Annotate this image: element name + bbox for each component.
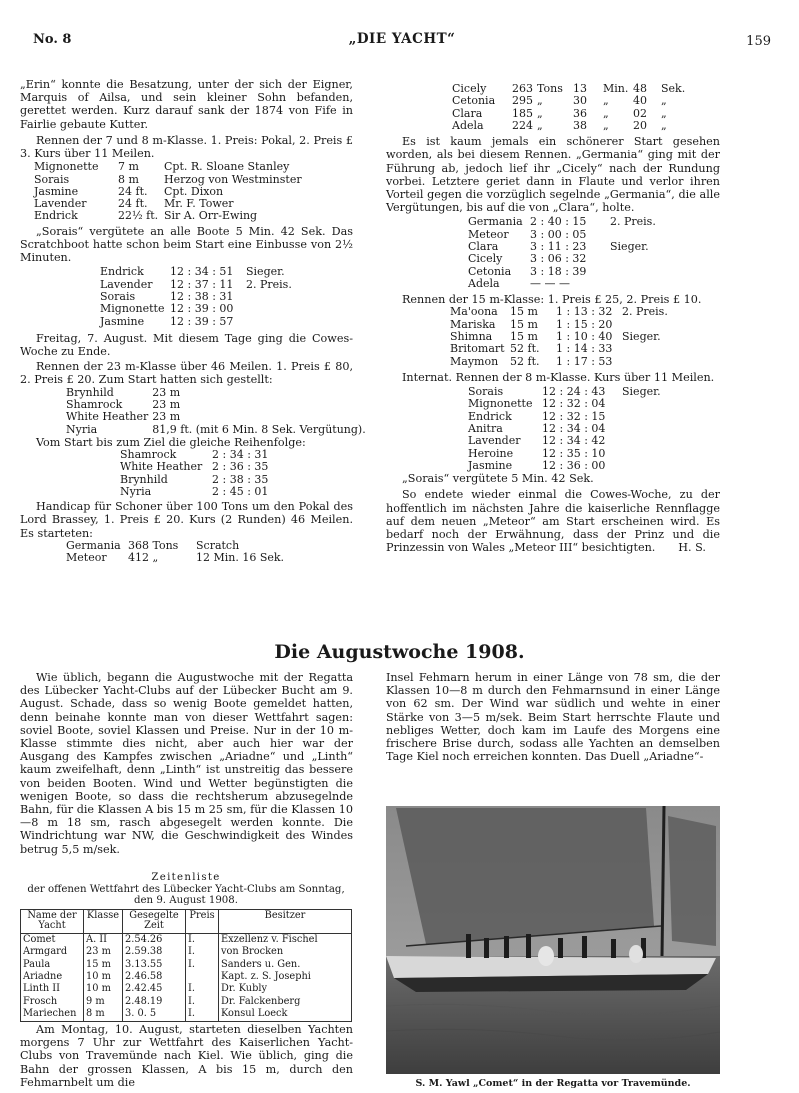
table-row — [21, 983, 352, 995]
table-cell: Min. — [603, 82, 629, 95]
table-row — [450, 356, 672, 368]
col-header-class: Klasse — [84, 910, 123, 934]
table-cell: I. — [186, 933, 219, 946]
table-cell: Mariechen — [21, 1008, 84, 1021]
table-cell: Tons — [537, 82, 563, 95]
table-row — [21, 946, 352, 958]
col-header-owner: Besitzer — [219, 910, 352, 934]
table-cell: Dr. Kubly — [219, 983, 352, 995]
table-cell: Sieger. — [622, 385, 661, 399]
table-cell: 23 m — [152, 410, 181, 424]
table-cell: 30 — [573, 94, 587, 108]
table-cell: Comet — [21, 933, 84, 946]
table-cell: 1 : 17 : 53 — [556, 354, 613, 368]
sorais-note-2: „Sorais“ vergütete 5 Min. 42 Sek. — [402, 472, 594, 486]
table-row — [120, 461, 272, 473]
erin-paragraph: „Erin“ konnte die Besatzung, unter der sich der Eigner, Marquis of Ailsa, und sein kleiner Sohn befanden, gerettet werden. Kurz darauf sank der 1874 von Fife in Fairlie gebaute Kutter. — [20, 78, 353, 131]
table-cell: 12 : 36 : 00 — [542, 458, 606, 472]
zeitenliste-heading: Zeitenliste — [151, 872, 221, 883]
table-cell — [622, 343, 672, 355]
table-cell: 1 : 14 : 33 — [556, 342, 613, 356]
table-cell: „ — [537, 118, 543, 132]
table-cell: White Heather — [120, 460, 203, 474]
table-cell: „ — [537, 94, 543, 108]
table-cell: Herzog von Westminster — [164, 172, 302, 186]
left-top-column — [20, 78, 366, 565]
table-cell: 22½ ft. — [118, 209, 159, 223]
table-cell: von Brocken — [219, 946, 352, 958]
table-cell: 12 : 34 : 51 — [170, 265, 234, 279]
table-cell — [622, 398, 665, 410]
table-cell: Sorais — [100, 289, 136, 303]
table-cell: Brynhild — [120, 472, 168, 486]
table-cell: Maymon — [450, 354, 499, 368]
zeitenliste-subtitle-2: den 9. August 1908. — [133, 895, 239, 907]
table-cell: — — — — [530, 276, 570, 290]
table-cell: Scratch — [196, 538, 240, 552]
table-cell — [622, 411, 665, 423]
journal-title: „DIE YACHT“ — [348, 31, 456, 47]
table-cell: 3. 0. 5 — [123, 1008, 186, 1021]
table-cell: 412 „ — [128, 551, 159, 565]
table-cell: Clara — [452, 106, 483, 120]
table-cell: Endrick — [34, 209, 78, 223]
yacht-illustration — [386, 806, 720, 1074]
results-table — [20, 909, 352, 1022]
table-cell: Shimna — [450, 329, 493, 343]
table-cell: Sieger. — [622, 329, 661, 343]
table-cell: 2 : 34 : 31 — [212, 448, 269, 461]
table-cell: Jasmine — [34, 184, 79, 198]
table-row — [468, 398, 665, 410]
table-row — [21, 971, 352, 983]
table-cell: 8 m — [84, 1008, 123, 1021]
table-row — [452, 108, 689, 120]
article-left-column — [20, 671, 353, 856]
article-title: Die Augustwoche 1908. — [274, 641, 525, 663]
table-row — [21, 959, 352, 971]
table-row — [452, 95, 689, 107]
table-cell — [622, 435, 665, 447]
col-header-name: Name der Yacht — [21, 910, 84, 934]
article-left-column-2 — [20, 1023, 353, 1089]
table-cell: „ — [603, 94, 609, 108]
table-cell — [622, 356, 672, 368]
results-schoner-table — [468, 216, 660, 290]
table-row — [21, 1008, 352, 1021]
table-row — [66, 552, 288, 564]
table-cell: 3 : 06 : 32 — [530, 252, 587, 266]
table-cell: 185 — [512, 106, 533, 120]
table-cell: 52 ft. — [510, 354, 540, 368]
table-cell: Adela — [452, 118, 484, 132]
signature: H. S. — [678, 541, 706, 555]
col-header-prize: Preis — [186, 910, 219, 934]
table-cell: 1 : 10 : 40 — [556, 329, 613, 343]
table-cell: 368 Tons — [128, 538, 179, 552]
table-cell — [246, 291, 296, 303]
table-cell: Cpt. R. Sloane Stanley — [164, 160, 290, 174]
table-cell: 7 m — [118, 160, 139, 174]
table-cell: Lavender — [100, 277, 153, 291]
table-cell: Exzellenz v. Fischel — [219, 933, 352, 946]
table-cell: 15 m — [510, 317, 538, 331]
table-cell: Endrick — [100, 265, 144, 279]
photo-caption: S. M. Yawl „Comet“ in der Regatta vor Travemünde. — [415, 1078, 691, 1089]
table-cell: 52 ft. — [510, 342, 540, 356]
table-cell: 12 : 34 : 42 — [542, 434, 606, 448]
table-cell: 2. Preis. — [610, 215, 656, 229]
entries-schoner-table — [66, 540, 288, 565]
table-cell: 1 : 15 : 20 — [556, 317, 613, 331]
table-cell: Shamrock — [120, 448, 177, 461]
table-cell: Clara — [468, 240, 499, 253]
table-row — [66, 424, 370, 436]
order-note: Vom Start bis zum Ziel die gleiche Reihenfolge: — [36, 435, 306, 449]
table-cell: Sir A. Orr-Ewing — [164, 209, 258, 223]
results-23-table — [120, 449, 272, 498]
table-cell: 12 : 39 : 00 — [170, 302, 234, 316]
table-cell: Cicely — [468, 252, 503, 266]
right-top-column — [386, 83, 720, 555]
table-cell — [246, 303, 296, 315]
table-cell: 3 : 18 : 39 — [530, 264, 587, 278]
table-cell: Shamrock — [66, 397, 123, 411]
table-cell — [186, 971, 219, 983]
table-cell: 12 : 37 : 11 — [170, 277, 234, 291]
table-cell: 3.13.55 — [123, 959, 186, 971]
table-cell: 15 m — [510, 305, 538, 319]
table-cell: 2 : 36 : 35 — [212, 460, 269, 474]
table-cell: I. — [186, 996, 219, 1008]
table-cell: „ — [661, 94, 667, 108]
table-cell: Sieger. — [610, 240, 649, 253]
zeitenliste-subtitle-1: der offenen Wettfahrt des Lübecker Yacht-Clubs am Sonntag, — [27, 883, 345, 895]
table-cell: Heroine — [468, 446, 514, 460]
table-cell: 23 m — [84, 946, 123, 958]
table-cell: Anitra — [468, 421, 503, 435]
table-cell: 2 : 40 : 15 — [530, 215, 587, 229]
table-cell: „ — [603, 106, 609, 120]
table-cell: Sanders u. Gen. — [219, 959, 352, 971]
zeitenliste-title — [20, 872, 352, 907]
table-cell: Mr. F. Tower — [164, 197, 234, 211]
table-cell: Sorais — [34, 172, 70, 186]
table-cell: 2.54.26 — [123, 933, 186, 946]
friday-paragraph: Freitag, 7. August. Mit diesem Tage ging die Cowes-Woche zu Ende. — [20, 331, 353, 358]
table-cell: 12 : 32 : 15 — [542, 409, 606, 423]
table-cell: Ariadne — [21, 971, 84, 983]
table-cell: 295 — [512, 94, 533, 108]
table-cell: Sieger. — [246, 265, 285, 279]
table-row — [34, 174, 306, 186]
table-cell: 12 : 34 : 04 — [542, 421, 606, 435]
results-7-8-table — [100, 266, 296, 327]
table-cell: 2. Preis. — [622, 305, 668, 319]
table-cell: Paula — [21, 959, 84, 971]
table-cell: Kapt. z. S. Josephi — [219, 971, 352, 983]
table-row — [468, 435, 665, 447]
table-cell: Ma'oona — [450, 305, 498, 319]
table-cell: Mignonette — [100, 302, 165, 316]
page-number: 159 — [746, 34, 771, 49]
table-row — [34, 161, 306, 173]
table-cell: 12 : 35 : 10 — [542, 446, 606, 460]
table-cell: Cicely — [452, 82, 487, 95]
table-cell: Jasmine — [100, 314, 145, 328]
table-row — [120, 486, 272, 498]
table-cell: 24 ft. — [118, 197, 148, 211]
table-cell: Meteor — [66, 551, 107, 565]
table-cell: Brynhild — [66, 385, 114, 399]
table-cell: 12 Min. 16 Sek. — [196, 551, 285, 565]
yacht-photo — [386, 806, 720, 1074]
table-cell: 12 : 38 : 31 — [170, 289, 234, 303]
issue-number: No. 8 — [33, 32, 72, 47]
table-cell: 2 : 45 : 01 — [212, 484, 269, 498]
article-paragraph-2: Am Montag, 10. August, starteten dieselben Yachten morgens 7 Uhr zur Wettfahrt des Kaiserlichen Yacht-Clubs von Travemünde nach Kiel. Wie üblich, ging die Bahn der grossen Klassen, A bis 15 m, durch den Fehmarnbelt um die — [20, 1023, 353, 1089]
table-cell: 10 m — [84, 971, 123, 983]
race-15-heading: Rennen der 15 m-Klasse: 1. Preis £ 25, 2. Preis £ 10. — [402, 293, 702, 307]
table-row — [468, 216, 660, 228]
table-cell: 3 : 00 : 05 — [530, 227, 587, 241]
table-cell: 12 : 39 : 57 — [170, 314, 234, 328]
table-cell: Sorais — [468, 385, 504, 399]
table-cell: Germania — [468, 215, 523, 229]
table-cell: I. — [186, 946, 219, 958]
table-cell: I. — [186, 959, 219, 971]
table-cell: Nyria — [66, 422, 98, 436]
table-cell — [610, 266, 660, 278]
table-cell: 2.59.38 — [123, 946, 186, 958]
table-row — [34, 210, 306, 222]
table-cell: 38 — [573, 118, 587, 132]
table-cell — [622, 423, 665, 435]
entries-7-8-table — [34, 161, 306, 222]
table-row — [100, 316, 296, 328]
table-cell — [622, 448, 665, 460]
table-cell: Mignonette — [468, 397, 533, 411]
table-cell: Meteor — [468, 227, 509, 241]
race-7-8-heading: Rennen der 7 und 8 m-Klasse. 1. Preis: Pokal, 2. Preis £ 3. Kurs über 11 Meilen. — [20, 133, 353, 161]
table-cell: 2. Preis. — [246, 277, 292, 291]
article-paragraph-1: Wie üblich, begann die Augustwoche mit der Regatta des Lübecker Yacht-Clubs auf der Lübecker Bucht am 9. August. Schade, dass so wenig Boote gemeldet hatten, denn beinahe konnte man von dieser Wettfahrt sagen: soviel Boote, soviel Klassen und Preise. Nur in der 10 m-Klasse stimmte dies nicht, aber auch hier war der Ausgang des Kampfes zwischen „Ariadne“ und „Linth“ kaum zweifelhaft, denn „Linth“ ist unstreitig das bessere von beiden Booten. Wind und Wetter begünstigten die wenigen Boote, so dass die rechtsherum abzusegelnde Bahn, für die Klassen A bis 15 m 25 sm, für die Klassen 10—8 m 18 sm, rasch abgesegelt werden konnte. Die Windrichtung war NW, die Geschwindigkeit des Windes betrug 5,5 m/sek. — [20, 671, 353, 856]
table-cell: Konsul Loeck — [219, 1008, 352, 1021]
table-cell: Endrick — [468, 409, 512, 423]
table-cell: 36 — [573, 106, 587, 120]
table-cell: I. — [186, 1008, 219, 1021]
article-paragraph-3: Insel Fehmarn herum in einer Länge von 78 sm, die der Klassen 10—8 m durch den Fehmarnsund in einer Länge von 62 sm. Der Wind war südlich und wehte in einer Stärke von 3—5 m/sek. Beim Start herrschte Flaute und nebliges Wetter, doch kam im Laufe des Morgens eine frischere Brise durch, sodass alle Yachten an demselben Tage Kiel noch erreichen konnten. Das Duell „Ariadne“- — [386, 671, 720, 764]
table-cell: 2.42.45 — [123, 983, 186, 995]
table-row — [450, 306, 672, 318]
tons-table — [452, 83, 689, 132]
table-cell: 9 m — [84, 996, 123, 1008]
table-cell: 23 m — [152, 385, 181, 399]
table-cell: Adela — [468, 276, 500, 290]
table-cell: 12 : 32 : 04 — [542, 397, 606, 411]
table-cell: 12 : 24 : 43 — [542, 385, 606, 399]
race-23-heading: Rennen der 23 m-Klasse über 46 Meilen. 1. Preis £ 80, 2. Preis £ 20. Zum Start hatten sich gestellt: — [20, 360, 353, 387]
table-row — [66, 411, 370, 423]
table-row — [468, 253, 660, 265]
results-15-table — [450, 306, 672, 367]
table-row — [21, 996, 352, 1008]
table-cell: 40 — [633, 94, 647, 108]
table-cell: White Heather — [66, 410, 149, 424]
table-cell: Mariska — [450, 317, 496, 331]
table-cell: Frosch — [21, 996, 84, 1008]
table-cell: I. — [186, 983, 219, 995]
table-cell: Nyria — [120, 484, 152, 498]
sorais-note: „Sorais“ vergütete an alle Boote 5 Min. 42 Sek. Das Scratchboot hatte schon beim Start eine Einbusse von 2½ Minuten. — [20, 224, 353, 265]
table-cell: Dr. Falckenberg — [219, 996, 352, 1008]
closing-paragraph: So endete wieder einmal die Cowes-Woche, zu der hoffentlich im nächsten Jahre die kaiserliche Rennflagge auf dem neuen „Meteor“ am Start erscheinen wird. Es bedarf noch der Erwähnung, dass der Prinz und die Prinzessin von Wales „Meteor III“ besichtigten. — [386, 488, 720, 555]
table-row — [450, 343, 672, 355]
table-cell: Linth II — [21, 983, 84, 995]
table-cell: 23 m — [152, 397, 181, 411]
table-cell: Mignonette — [34, 160, 99, 174]
table-cell: 8 m — [118, 172, 139, 186]
table-cell: Jasmine — [468, 458, 513, 472]
table-cell: Germania — [66, 538, 121, 552]
table-row — [468, 460, 665, 472]
table-cell: „ — [661, 106, 667, 120]
table-row — [100, 303, 296, 315]
table-cell: 48 — [633, 82, 647, 95]
results-8-table — [468, 386, 665, 472]
table-cell: Britomart — [450, 342, 505, 356]
table-cell — [246, 316, 296, 328]
table-cell: Sek. — [661, 82, 686, 95]
table-cell: „ — [661, 118, 667, 132]
table-row — [21, 933, 352, 946]
table-cell: Cetonia — [452, 94, 496, 108]
col-header-time: Gesegelte Zeit — [123, 910, 186, 934]
table-cell: 15 m — [84, 959, 123, 971]
table-cell: Cpt. Dixon — [164, 184, 224, 198]
table-cell: 2 : 38 : 35 — [212, 472, 269, 486]
entries-23-table — [66, 387, 370, 436]
table-cell: „ — [603, 118, 609, 132]
table-cell: 263 — [512, 82, 533, 95]
table-cell: 224 — [512, 118, 533, 132]
table-cell — [610, 278, 660, 290]
table-cell: Lavender — [468, 434, 521, 448]
table-cell: 20 — [633, 118, 647, 132]
table-cell: 3 : 11 : 23 — [530, 240, 587, 253]
table-cell — [610, 253, 660, 265]
table-cell: 02 — [633, 106, 647, 120]
start-paragraph: Es ist kaum jemals ein schönerer Start gesehen worden, als bei diesem Rennen. „Germania“ ging mit der Führung ab, jedoch lief ihr „Cicely“ nach der Rundung vorbei. Letztere geriet dann in Flaute und verlor ihren Vorteil gegen die vorzüglich segelnde „Germania“, die alle Vergütungen, bis auf die von „Clara“, holte. — [386, 135, 720, 215]
table-cell: Lavender — [34, 197, 87, 211]
table-cell: 2.46.58 — [123, 971, 186, 983]
page-header — [33, 33, 771, 53]
article-right-column — [386, 671, 720, 763]
table-cell: 2.48.19 — [123, 996, 186, 1008]
table-row — [468, 278, 660, 290]
table-cell: 15 m — [510, 329, 538, 343]
table-row — [468, 448, 665, 460]
table-cell: A. II — [84, 933, 123, 946]
table-cell: 10 m — [84, 983, 123, 995]
race-8-int-heading: Internat. Rennen der 8 m-Klasse. Kurs über 11 Meilen. — [402, 370, 715, 384]
table-cell: 24 ft. — [118, 184, 148, 198]
table-row — [100, 266, 296, 278]
table-cell: „ — [537, 106, 543, 120]
table-row — [452, 120, 689, 132]
table-cell — [622, 460, 665, 472]
table-cell: Cetonia — [468, 264, 512, 278]
table-cell: 13 — [573, 82, 587, 95]
table-cell: Armgard — [21, 946, 84, 958]
table-cell: 81,9 ft. (mit 6 Min. 8 Sek. Vergütung). — [152, 422, 366, 436]
handicap-heading: Handicap für Schoner über 100 Tons um den Pokal des Lord Brassey, 1. Preis £ 20. Kurs (2 Runden) 46 Meilen. Es starteten: — [20, 500, 353, 540]
table-cell: 1 : 13 : 32 — [556, 305, 613, 319]
